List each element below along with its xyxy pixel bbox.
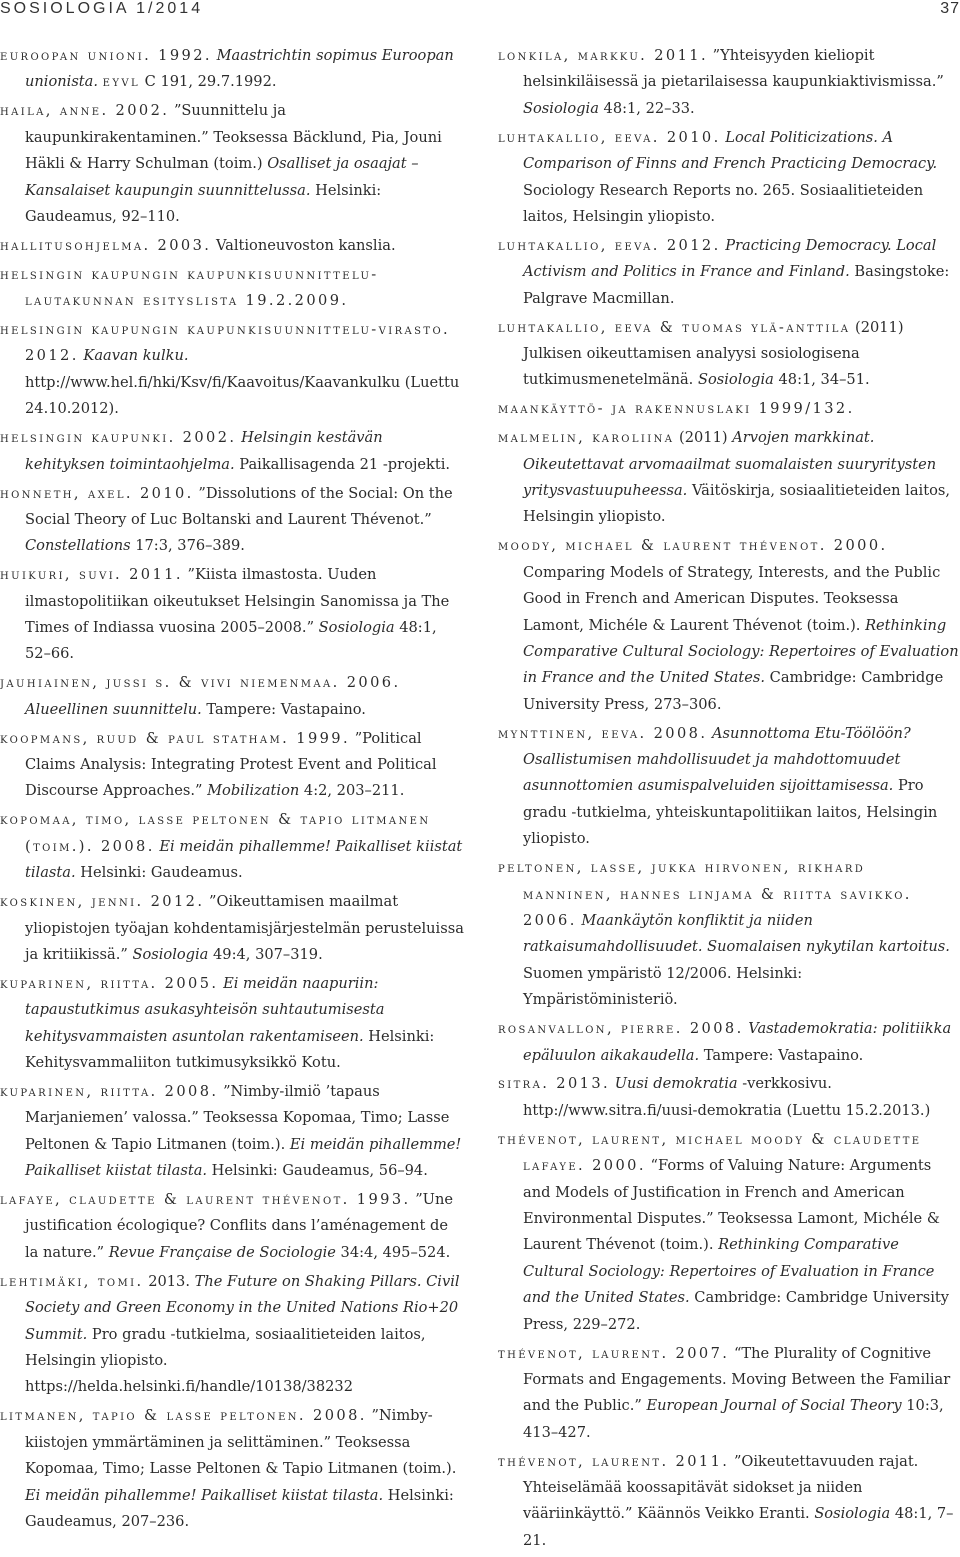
reference-entry [498, 1127, 960, 1338]
reference-entry [498, 1071, 960, 1124]
reference-title: Maastrichtin sopimus Euroopan unionista. [25, 47, 454, 91]
reference-entry [0, 889, 466, 968]
reference-text: (2011) [674, 429, 733, 447]
journal-title: SOSIOLOGIA 1/2014 [0, 0, 204, 17]
reference-entry [0, 425, 466, 478]
reference-title: The Future on Shaking Pillars. Civil Society and Green Economy in the United Nations Rio+20 Summit. [25, 1272, 460, 1343]
reference-text: Pro gradu -tutkielma, yhteiskuntapolitiikan laitos, Helsingin yliopisto. [523, 777, 938, 848]
reference-author: honneth, axel. 2010. [0, 484, 194, 502]
reference-title: Rethinking Comparative Cultural Sociology: Repertoires of Evaluation in France and the United States. [523, 616, 959, 687]
reference-entry [498, 721, 960, 853]
reference-text: http://www.hel.fi/hki/Ksv/fi/Kaavoitus/Kaavankulku (Luettu 24.10.2012). [25, 373, 460, 418]
reference-author: maankäyttö- ja rakennuslaki 1999/132. [498, 400, 855, 418]
reference-entry [0, 317, 466, 423]
reference-abbreviation: eyvl [102, 73, 141, 91]
reference-text: ”Kiista ilmastosta. Uuden ilmastopolitiikan oikeutukset Helsingin Sanomissa ja The Times of Indiassa vuosina 2005–2008.” [25, 566, 450, 637]
reference-text: ”Nimby-kiistojen ymmärtäminen ja selittäminen.” Teoksessa Kopomaa, Timo; Lasse Peltonen & Tapio Litmanen (toim.). [25, 1407, 457, 1478]
reference-entry [0, 562, 466, 668]
reference-text: Cambridge: Cambridge University Press, 229–272. [523, 1289, 950, 1333]
reference-author: jauhiainen, jussi s. & vivi niemenmaa. 2006. [0, 674, 401, 692]
reference-entry [0, 233, 466, 259]
reference-entry [498, 43, 960, 122]
reference-entry [498, 315, 960, 394]
reference-text: Suomen ympäristö 12/2006. Helsinki: Ympäristöministeriö. [523, 964, 803, 1009]
reference-author: thévenot, laurent. 2011. [498, 1452, 730, 1470]
reference-text: 48:1, 7–21. [523, 1505, 954, 1549]
reference-title: Ei meidän naapuriin: tapaustutkimus asukasyhteisön suhtautumisesta kehitysvammaisten asuntolan rakentamiseen. [25, 974, 385, 1045]
reference-title: Helsingin kestävän kehityksen toimintaohjelma. [25, 429, 383, 473]
reference-title: Local Politicizations. A Comparison of Finns and French Practicing Democracy. [523, 128, 938, 173]
reference-author: thévenot, laurent. 2007. [498, 1344, 730, 1362]
right-column [498, 43, 960, 1557]
reference-text: “Forms of Valuing Nature: Arguments and Models of Justification in French and American Environmental Disputes.” Teoksessa Lamont, Michéle & Laurent Thévenot (toim.). [523, 1157, 940, 1254]
reference-entry [0, 98, 466, 230]
reference-title: European Journal of Social Theory [646, 1397, 902, 1415]
reference-entry [0, 481, 466, 560]
reference-text: Helsinki: Gaudeamus. [75, 864, 243, 882]
reference-title: Revue Française de Sociologie [108, 1243, 336, 1261]
reference-text: Valtioneuvoston kanslia. [215, 236, 396, 254]
reference-author: helsingin kaupunki. 2002. [0, 429, 237, 447]
reference-entry [498, 533, 960, 718]
reference-title: Arvojen markkinat. Oikeutettavat arvomaailmat suomalaisten suuryritysten yritysvastuupuheessa. [523, 429, 937, 499]
reference-text: 34:4, 495–524. [335, 1243, 451, 1261]
reference-author: euroopan unioni. 1992. [0, 47, 212, 64]
reference-entry [0, 1403, 466, 1535]
reference-entry [0, 726, 466, 805]
reference-title: Vastademokratia: politiikka epäluulon aikakaudella. [523, 1020, 952, 1064]
reference-author: lafaye, claudette & laurent thévenot. 1993. [0, 1191, 411, 1209]
reference-author: koopmans, ruud & paul statham. 1999. [0, 729, 351, 747]
reference-title: Practicing Democracy. Local Activism and Politics in France and Finland. [523, 236, 937, 281]
reference-title: Uusi demokratia [614, 1075, 738, 1093]
reference-title: Ei meidän pihallemme! Paikalliset kiistat tilasta. [25, 837, 463, 882]
reference-text: ”Yhteisyyden kieliopit helsinkiläisessä ja pietarilaisessa kaupunkiaktivismissa.” [523, 47, 944, 91]
reference-text: Basingstoke: Palgrave Macmillan. [523, 263, 950, 307]
left-column [0, 43, 466, 1538]
reference-author: luhtakallio, eeva. 2010. [498, 128, 721, 146]
reference-title: Sosiologia [814, 1505, 891, 1523]
reference-author: kuparinen, riitta. 2008. [0, 1082, 219, 1100]
reference-entry [498, 425, 960, 531]
reference-text: Helsinki: Gaudeamus, 207–236. [25, 1486, 454, 1530]
reference-author: moody, michael & laurent thévenot. 2000. [498, 537, 888, 555]
reference-author: peltonen, lasse, jukka hirvonen, rikhard manninen, hannes linjama & riitta savikko. 2006. [498, 859, 912, 929]
reference-author: sitra. 2013. [498, 1075, 611, 1093]
reference-text: 2013. [148, 1272, 195, 1290]
reference-entry [498, 1449, 960, 1555]
reference-author: haila, anne. 2002. [0, 102, 170, 120]
reference-title: Osalliset ja osaajat – Kansalaiset kaupungin suunnittelussa. [25, 155, 419, 199]
reference-title: Sosiologia [697, 371, 774, 389]
reference-author: helsingin kaupungin kaupunkisuunnittelu-lautakunnan esityslista 19.2.2009. [0, 265, 379, 310]
reference-author: hallitusohjelma. 2003. [0, 236, 212, 254]
reference-text: 48:1, 34–51. [773, 371, 870, 389]
reference-title: Constellations [25, 537, 131, 555]
reference-entry [0, 1079, 466, 1185]
page-number: 37 [940, 0, 960, 17]
reference-title: Sosiologia [318, 619, 395, 637]
reference-entry [498, 396, 960, 422]
reference-author: luhtakallio, eeva & tuomas ylä-anttila [498, 318, 851, 336]
reference-title: Rethinking Comparative Cultural Sociology: Repertoires of Evaluation in France and the United States. [523, 1236, 935, 1307]
reference-author: lonkila, markku. 2011. [498, 47, 709, 64]
reference-text: (2011) Julkisen oikeuttamisen analyysi sosiologisena tutkimusmenetelmänä. [523, 318, 904, 389]
reference-entry [0, 971, 466, 1077]
reference-text: ”Suunnittelu ja kaupunkirakentaminen.” Teoksessa Bäcklund, Pia, Jouni Häkli & Harry Schulman (toim.) [25, 102, 442, 173]
reference-text: Comparing Models of Strategy, Interests, and the Public Good in French and American Disputes. Teoksessa Lamont, Michéle & Laurent Thévenot (toim.). [523, 563, 941, 634]
reference-author: huikuri, suvi. 2011. [0, 566, 183, 584]
reference-text: 4:2, 203–211. [299, 782, 405, 800]
reference-title: Asunnottoma Etu-Töölöön? Osallistumisen mahdollisuudet ja mahdottomuudet asunnottomien asumispalveluiden sijoittamisessa. [523, 724, 911, 795]
reference-text: ”Oikeutettavuuden rajat. Yhteiselämää koossapitävät sidokset ja niiden vääriinkäyttö.” Käännös Veikko Eranti. [523, 1452, 919, 1523]
reference-entry [498, 125, 960, 231]
reference-author: thévenot, laurent, michael moody & claudette lafaye. 2000. [498, 1130, 922, 1175]
reference-author: luhtakallio, eeva. 2012. [498, 236, 721, 254]
reference-author: rosanvallon, pierre. 2008. [498, 1020, 744, 1038]
reference-entry [0, 262, 466, 315]
reference-entry [0, 1187, 466, 1266]
reference-author: mynttinen, eeva. 2008. [498, 724, 708, 742]
running-header [0, 0, 960, 30]
reference-entry [0, 43, 466, 96]
reference-author: kuparinen, riitta. 2005. [0, 974, 219, 992]
reference-text: -verkkosivu. http://www.sitra.fi/uusi-demokratia (Luettu 15.2.2013.) [523, 1075, 931, 1119]
reference-author: koskinen, jenni. 2012. [0, 893, 205, 911]
reference-entry [0, 1269, 466, 1401]
reference-text: ”Une justification écologique? Conflits dans l’aménagement de la nature.” [25, 1191, 453, 1261]
reference-title: Ei meidän pihallemme! Paikalliset kiistat tilasta. [25, 1135, 462, 1180]
reference-entry [0, 670, 466, 723]
reference-author: malmelin, karoliina [498, 429, 675, 447]
reference-text: Tampere: Vastapaino. [699, 1046, 864, 1064]
reference-author: kopomaa, timo, lasse peltonen & tapio litmanen (toim.). 2008. [0, 811, 431, 855]
reference-text: ”Nimby-ilmiö ’tapaus Marjaniemen’ valossa.” Teoksessa Kopomaa, Timo; Lasse Peltonen & Tapio Litmanen (toim.). [25, 1082, 450, 1153]
reference-text: ”Oikeuttamisen maailmat yliopistojen työajan kohdentamisjärjestelmän perusteluissa ja kritiikissä.” [25, 893, 464, 963]
reference-title: Ei meidän pihallemme! Paikalliset kiistat tilasta. [25, 1486, 384, 1504]
reference-author: litmanen, tapio & lasse peltonen. 2008. [0, 1407, 367, 1425]
reference-text: Cambridge: Cambridge University Press, 273–306. [523, 669, 944, 713]
reference-title: Mobilization [207, 782, 300, 800]
reference-text: Helsinki: Kehitysvammaliiton tutkimusyksikkö Kotu. [25, 1027, 435, 1072]
reference-text: 48:1, 22–33. [598, 99, 695, 117]
reference-text: 49:4, 307–319. [208, 945, 323, 963]
reference-text: C 191, 29.7.1992. [140, 73, 277, 91]
reference-text: Paikallisagenda 21 -projekti. [234, 455, 451, 473]
reference-entry [498, 1016, 960, 1069]
reference-title: Maankäytön konfliktit ja niiden ratkaisumahdollisuudet. Suomalaisen nykytilan kartoitus. [523, 912, 950, 956]
reference-title: Kaavan kulku. [83, 347, 189, 365]
reference-text: “The Plurality of Cognitive Formats and Engagements. Moving Between the Familiar and the Public.” [523, 1344, 951, 1415]
reference-text: Helsinki: Gaudeamus, 92–110. [25, 181, 382, 225]
reference-text: Väitöskirja, sosiaalitieteiden laitos, Helsingin yliopisto. [523, 482, 951, 526]
reference-title: Sosiologia [132, 945, 209, 963]
reference-text: 10:3, 413–427. [523, 1397, 944, 1441]
reference-text: Tampere: Vastapaino. [201, 700, 366, 718]
reference-entry [498, 233, 960, 312]
reference-author: helsingin kaupungin kaupunkisuunnittelu-virasto. 2012. [0, 321, 451, 365]
reference-text: Helsinki: Gaudeamus, 56–94. [207, 1162, 428, 1180]
reference-entry [498, 855, 960, 1013]
reference-entry [498, 1341, 960, 1447]
reference-text: 17:3, 376–389. [130, 537, 245, 555]
reference-author: lehtimäki, tomi. [0, 1272, 144, 1290]
reference-text: ”Political Claims Analysis: Integrating Protest Event and Political Discourse Approaches.” [25, 729, 437, 800]
reference-text: ”Dissolutions of the Social: On the Social Theory of Luc Boltanski and Laurent Thévenot.” [25, 484, 453, 528]
reference-text: 48:1, 52–66. [25, 619, 437, 663]
reference-text: Sociology Research Reports no. 265. Sosiaalitieteiden laitos, Helsingin yliopisto. [523, 181, 924, 225]
reference-entry [0, 807, 466, 886]
reference-title: Sosiologia [523, 99, 599, 117]
reference-text: Pro gradu -tutkielma, sosiaalitieteiden laitos, Helsingin yliopisto. https://helda.helsinki.fi/handle/10138/38232 [25, 1325, 426, 1396]
reference-title: Alueellinen suunnittelu. [25, 700, 202, 718]
